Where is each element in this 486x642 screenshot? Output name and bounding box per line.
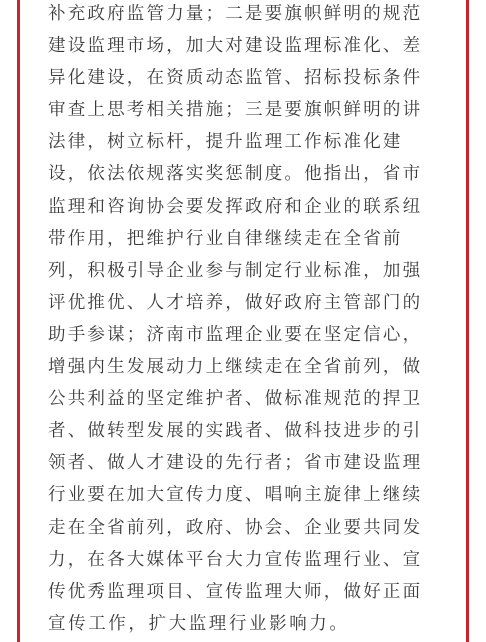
article-line: 力，在各大媒体平台大力宣传监理行业、宣: [48, 549, 423, 570]
right-red-border: [466, 0, 469, 642]
article-line: 公共利益的坚定维护者、做标准规范的捍卫: [48, 389, 423, 410]
article-line: 带作用，把维护行业自律继续走在全省前: [48, 228, 403, 249]
left-red-border: [17, 0, 20, 642]
article-line: 行业要在加大宣传力度、唱响主旋律上继续: [48, 485, 423, 506]
article-line: 宣传工作，扩大监理行业影响力。: [48, 613, 350, 634]
article-line: 建设监理市场，加大对建设监理标准化、差: [48, 36, 423, 57]
article-line: 监理和咨询协会要发挥政府和企业的联系纽: [48, 196, 423, 217]
article-line: 法律，树立标杆，提升监理工作标准化建: [48, 132, 403, 153]
article-line: 增强内生发展动力上继续走在全省前列，做: [48, 357, 423, 378]
article-line: 审查上思考相关措施；三是要旗帜鲜明的讲: [48, 100, 423, 121]
article-line: 助手参谋；济南市监理企业要在坚定信心，: [48, 324, 423, 345]
article-line: 异化建设，在资质动态监管、招标投标条件: [48, 68, 423, 89]
article-line: 评优推优、人才培养，做好政府主管部门的: [48, 292, 423, 313]
article-line: 走在全省前列，政府、协会、企业要共同发: [48, 517, 423, 538]
article-line: 者、做转型发展的实践者、做科技进步的引: [48, 421, 423, 442]
article-body: [48, 0, 448, 640]
article-line: 列，积极引导企业参与制定行业标准，加强: [48, 260, 423, 281]
article-line: 补充政府监管力量；二是要旗帜鲜明的规范: [48, 4, 423, 24]
article-line: 设，依法依规落实奖惩制度。他指出，省市: [48, 164, 423, 185]
article-line: 领者、做人才建设的先行者；省市建设监理: [48, 453, 423, 474]
article-line: 传优秀监理项目、宣传监理大师，做好正面: [48, 581, 423, 602]
